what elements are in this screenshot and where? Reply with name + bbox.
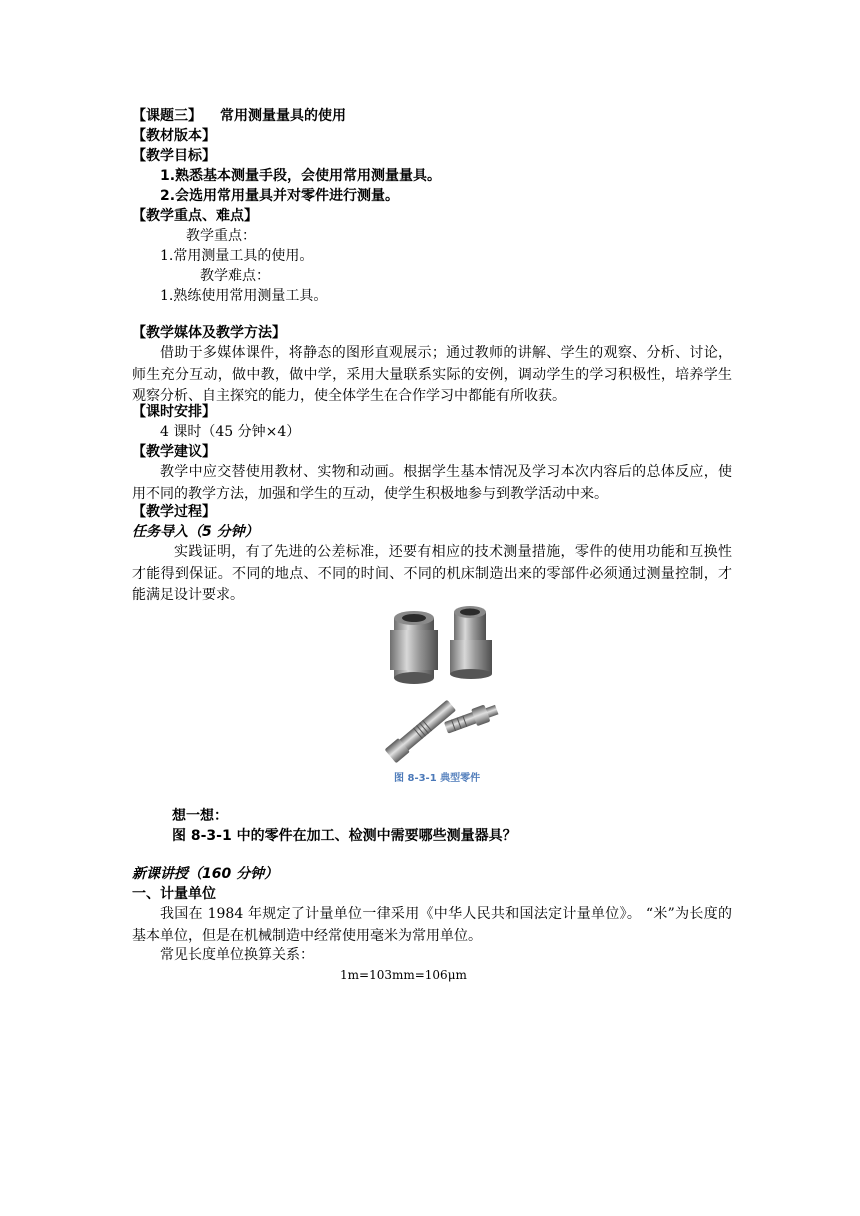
objectives-heading: 【教学目标】 — [132, 148, 216, 164]
typical-parts-figure — [380, 600, 500, 790]
section1-heading: 一、计量单位 — [132, 886, 216, 902]
objective-item-2: 2.会选用常用量具并对零件进行测量。 — [160, 188, 400, 204]
schedule-heading: 【课时安排】 — [132, 404, 216, 420]
key-item: 1.常用测量工具的使用。 — [160, 248, 314, 264]
conversion-formula: 1m=103mm=106μm — [340, 968, 467, 982]
new-lesson-heading: 新课讲授（160 分钟） — [132, 866, 279, 882]
keypoints-heading: 【教学重点、难点】 — [132, 208, 258, 224]
think-heading: 想一想： — [172, 808, 228, 824]
media-paragraph: 借助于多媒体课件，将静态的图形直观展示；通过教师的讲解、学生的观察、分析、讨论，师生充分互动，做中教，做中学，采用大量联系实际的安例，调动学生的学习积极性，培养学生观察分析、自主探究的能力，使全体学生在合作学习中都能有所收获。 — [132, 345, 732, 404]
key-label: 教学重点： — [186, 228, 256, 244]
process-heading: 【教学过程】 — [132, 504, 216, 520]
media-heading: 【教学媒体及教学方法】 — [132, 325, 286, 341]
textbook-heading: 【教材版本】 — [132, 128, 216, 144]
objective-item-1: 1.熟悉基本测量手段，会使用常用测量量具。 — [160, 168, 442, 184]
task-intro-heading: 任务导入（5 分钟） — [132, 524, 259, 540]
figure-caption: 图 8-3-1 典型零件 — [394, 773, 481, 784]
difficulty-item: 1.熟练使用常用测量工具。 — [160, 288, 328, 304]
advice-paragraph: 教学中应交替使用教材、实物和动画。根据学生基本情况及学习本次内容后的总体反应，使用不同的教学方法，加强和学生的互动，使学生积极地参与到教学活动中来。 — [132, 464, 732, 502]
hex-fitting-small — [450, 606, 492, 679]
intro-paragraph: 实践证明，有了先进的公差标准，还要有相应的技术测量措施，零件的使用功能和互换性才能得到保证。不同的地点、不同的时间、不同的机床制造出来的零部件必须通过测量控制，才能满足设计要求。 — [132, 544, 732, 603]
unit-paragraph: 我国在 1984 年规定了计量单位一律采用《中华人民共和国法定计量单位》。 “米”为长度的基本单位，但是在机械制造中经常使用毫米为常用单位。 — [132, 906, 732, 944]
lesson-title — [132, 106, 346, 126]
difficulty-label: 教学难点： — [200, 268, 270, 284]
think-question: 图 8-3-1 中的零件在加工、检测中需要哪些测量器具？ — [172, 828, 517, 844]
conversion-label: 常见长度单位换算关系： — [160, 947, 314, 963]
schedule-text: 4 课时（45 分钟×4） — [160, 424, 301, 440]
title-text: 常用测量量具的使用 — [220, 108, 346, 124]
typical-parts-image — [380, 600, 500, 790]
hex-fitting-large — [390, 611, 438, 684]
title-bracket: 【课题三】 — [132, 108, 202, 124]
advice-heading: 【教学建议】 — [132, 444, 216, 460]
